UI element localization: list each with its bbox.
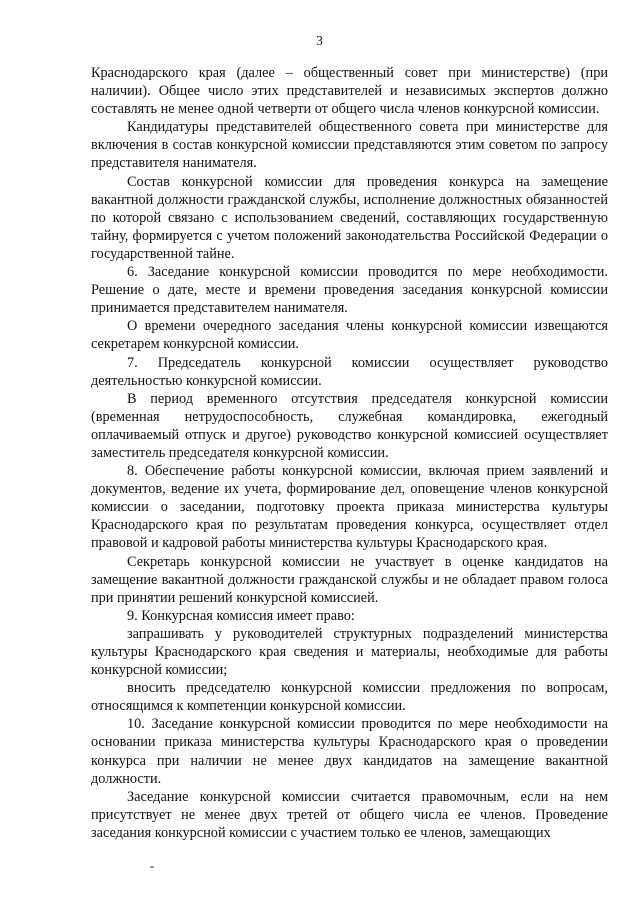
paragraph-secretary: Секретарь конкурсной комиссии не участвует в оценке кандидатов на замещение вакантной должности гражданской службы и не обладает правом голоса при принятии решений конкурсной комиссией.: [91, 553, 608, 606]
paragraph-quorum: Заседание конкурсной комиссии считается правомочным, если на нем присутствует не менее двух третей от общего числа ее членов. Проведение заседания конкурсной комиссии с участием только ее членов, замещающих: [91, 788, 608, 841]
paragraph-item-8: 8. Обеспечение работы конкурсной комиссии, включая прием заявлений и документов, ведение их учета, формирование дел, оповещение членов конкурсной комиссии о заседании, подготовку проекта приказа министерства культуры Краснодарского края по результатам проведения конкурса, осуществляет отдел правовой и кадровой работы министерства культуры Краснодарского края.: [91, 463, 608, 552]
paragraph-meeting-notice: О времени очередного заседания члены конкурсной комиссии извещаются секретарем конкурсной комиссии.: [91, 318, 608, 353]
paragraph-continuation: Краснодарского края (далее – общественный совет при министерстве) (при наличии). Общее число этих представителей и независимых экспертов должно составлять не менее одной четверти от общего числа членов конкурсной комиссии.: [91, 65, 608, 118]
page-number: 3: [316, 33, 323, 48]
paragraph-item-7: 7. Председатель конкурсной комиссии осуществляет руководство деятельностью конкурсной комиссии.: [91, 354, 608, 389]
paragraph-public-council-candidates: Кандидатуры представителей общественного совета при министерстве для включения в состав конкурсной комиссии представляются этим советом по запросу представителя нанимателя.: [91, 119, 608, 172]
paragraph-item-6: 6. Заседание конкурсной комиссии проводится по мере необходимости. Решение о дате, месте и времени проведения заседания конкурсной комиссии принимается представителем нанимателя.: [91, 264, 608, 317]
paragraph-right-propose: вносить председателю конкурсной комиссии предложения по вопросам, относящимся к компетенции конкурсной комиссии.: [91, 680, 608, 715]
paragraph-item-10: 10. Заседание конкурсной комиссии проводится по мере необходимости на основании приказа министерства культуры Краснодарского края о проведении конкурса при наличии не менее двух кандидатов на замещение вакантной должности.: [91, 716, 608, 787]
paragraph-deputy-chair: В период временного отсутствия председателя конкурсной комиссии (временная нетрудоспособность, служебная командировка, ежегодный оплачиваемый отпуск и другое) руководство конкурсной комиссией осуществляет заместитель председателя конкурсной комиссии.: [91, 390, 608, 461]
scan-mark: [150, 866, 154, 868]
paragraph-state-secret-composition: Состав конкурсной комиссии для проведения конкурса на замещение вакантной должности гражданской службы, исполнение должностных обязанностей по которой связано с использованием сведений, составляющих государственную тайну, формируется с учетом положений законодательства Российской Федерации о государственной тайне.: [91, 173, 608, 262]
paragraph-right-request: запрашивать у руководителей структурных подразделений министерства культуры Краснодарского края сведения и материалы, необходимые для работы конкурсной комиссии;: [91, 625, 608, 679]
paragraph-item-9: 9. Конкурсная комиссия имеет право:: [127, 607, 355, 624]
document-body: [91, 64, 608, 842]
